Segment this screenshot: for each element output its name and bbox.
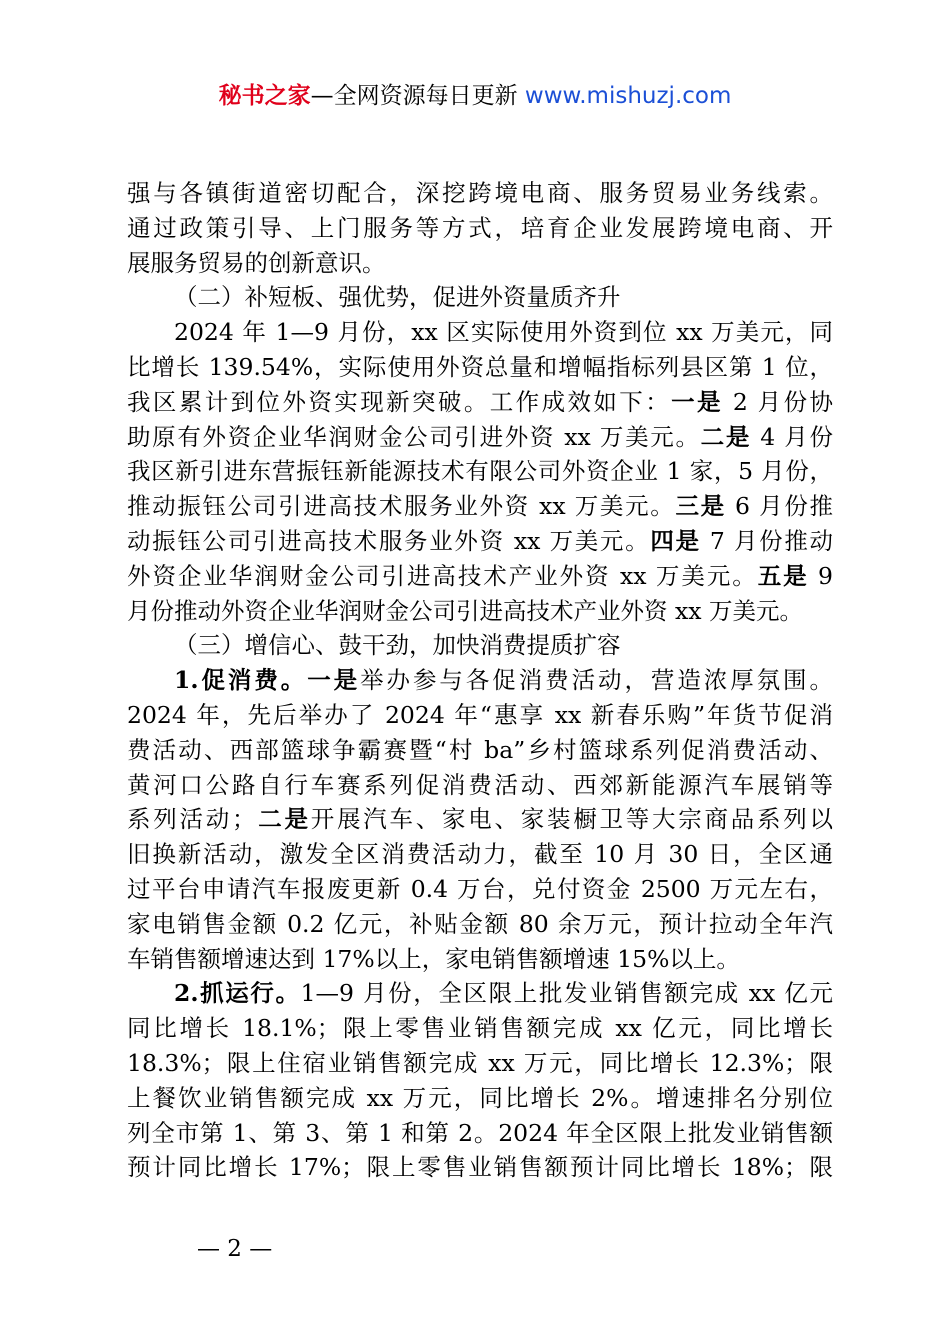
bold-text: 一是 [307,666,361,695]
text-line [127,350,833,385]
text-line [127,663,833,698]
text-run: （二）补短板、强优势，促进外资量质齐升 [174,283,621,312]
text-line [127,976,833,1011]
text-line [127,1081,833,1116]
page-number: — 2 — [197,1236,273,1262]
text-line [127,733,833,768]
text-line [127,454,833,489]
text-line [127,802,833,837]
header-slogan: —全网资源每日更新 [310,83,525,109]
text-run: 旧换新活动，激发全区消费活动力，截至 10 月 30 日，全区通 [127,840,833,869]
text-run: 车销售额增速达到 17%以上，家电销售额增速 15%以上。 [127,944,740,973]
text-line [127,1046,833,1081]
text-line [127,1116,833,1151]
text-run: 助原有外资企业华润财金公司引进外资 xx 万美元。 [127,422,701,451]
text-line [127,837,833,872]
text-run: 2024 年，先后举办了 2024 年“惠享 xx 新春乐购”年货节促消 [127,700,833,729]
text-run: 1—9 月份，全区限上批发业销售额完成 xx 亿元 [300,979,833,1008]
text-run: 外资企业华润财金公司引进高技术产业外资 xx 万美元。 [127,561,758,590]
bold-text: 二是 [255,805,311,834]
text-run: 7 月份推动 [700,526,833,555]
text-line [127,420,833,455]
text-run: 2 月份协 [722,387,834,416]
text-run: 我区新引进东营振钰新能源技术有限公司外资企业 1 家，5 月份， [127,457,833,486]
text-run: 费活动、西部篮球争霸赛暨“村 ba”乡村篮球系列促消费活动、 [127,735,833,764]
text-line [127,768,833,803]
text-run: 列全市第 1、第 3、第 1 和第 2。2024 年全区限上批发业销售额 [127,1118,833,1147]
text-run: 通过政策引导、上门服务等方式，培育企业发展跨境电商、开 [127,213,833,242]
text-run: 动振钰公司引进高技术服务业外资 xx 万美元。 [127,526,651,555]
text-run: 展服务贸易的创新意识。 [127,248,386,277]
text-run: 上餐饮业销售额完成 xx 万元，同比增长 2%。增速排名分别位 [127,1083,833,1112]
text-run: 我区累计到位外资实现新突破。工作成效如下： [127,387,672,416]
text-run: 家电销售金额 0.2 亿元，补贴金额 80 余万元，预计拉动全年汽 [127,909,833,938]
bold-text: 五是 [757,561,809,590]
text-line [127,524,833,559]
bold-text: 二是 [700,422,752,451]
bold-text: 1.促消费。 [174,666,308,695]
text-line [127,942,833,977]
bold-text: 2.抓运行。 [174,979,301,1008]
text-run: 18.3%；限上住宿业销售额完成 xx 万元，同比增长 12.3%；限 [127,1048,833,1077]
text-run: 黄河口公路自行车赛系列促消费活动、西郊新能源汽车展销等 [127,770,833,799]
header-site-url: www.mishuzj.com [524,83,732,109]
text-line [127,1150,833,1185]
text-run: （三）增信心、鼓干劲，加快消费提质扩容 [174,631,621,660]
text-line [127,385,833,420]
text-run: 比增长 139.54%，实际使用外资总量和增幅指标列县区第 1 位， [127,352,833,381]
text-run: 强与各镇街道密切配合，深挖跨境电商、服务贸易业务线索。 [127,179,833,207]
text-line [127,559,833,594]
text-line [127,315,833,350]
text-run: 6 月份推 [725,492,834,521]
text-run: 预计同比增长 17%；限上零售业销售额预计同比增长 18%；限 [127,1153,833,1182]
text-line [127,489,833,524]
text-run: 过平台申请汽车报废更新 0.4 万台，兑付资金 2500 万元左右， [127,874,833,903]
text-line [127,176,833,211]
text-run: 月份推动外资企业华润财金公司引进高技术产业外资 xx 万美元。 [127,596,803,625]
bold-text: 四是 [650,526,701,555]
text-run: 同比增长 18.1%；限上零售业销售额完成 xx 亿元，同比增长 [127,1014,833,1043]
text-run: 9 [808,561,833,590]
bold-text: 三是 [675,492,726,521]
text-run: 2024 年 1—9 月份，xx 区实际使用外资到位 xx 万美元，同 [174,318,833,347]
text-run: 开展汽车、家电、家装橱卫等大宗商品系列以 [310,805,833,834]
text-line [127,246,833,281]
document-body [127,176,833,1185]
page-header [0,80,950,112]
bold-text: 一是 [671,387,723,416]
text-line [127,872,833,907]
text-line [127,907,833,942]
text-run: 推动振钰公司引进高技术服务业外资 xx 万美元。 [127,492,676,521]
text-line [127,698,833,733]
text-run: 系列活动； [127,805,256,834]
text-line [127,211,833,246]
text-run: 4 月份 [751,422,833,451]
text-run: 举办参与各促消费活动，营造浓厚氛围。 [360,666,833,695]
text-line [127,594,833,629]
header-brand: 秘书之家 [218,83,311,109]
section-heading [127,280,833,315]
section-heading [127,628,833,663]
text-line [127,1011,833,1046]
